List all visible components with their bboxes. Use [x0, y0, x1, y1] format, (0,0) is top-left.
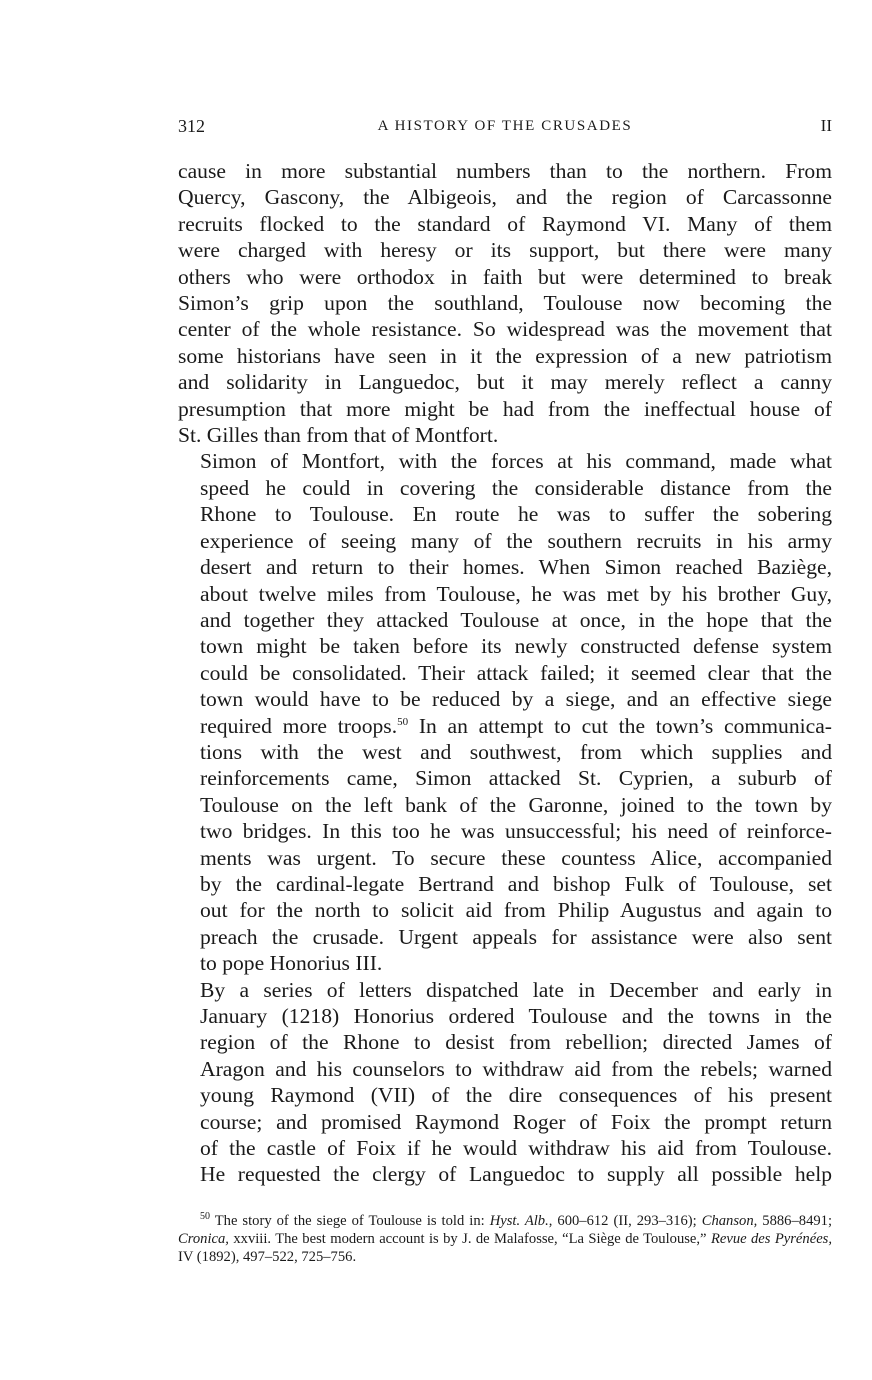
- text-line: preach the crusade. Urgent appeals for assistance were also sent: [200, 924, 832, 949]
- footnote: [178, 1212, 832, 1266]
- text-line: some historians have seen in it the expression of a new patriotism: [178, 343, 832, 368]
- book-page: [178, 112, 832, 1266]
- text-line: cause in more substantial numbers than to the northern. From: [178, 159, 832, 183]
- footnote-text: , 600–612 (II, 293–316);: [548, 1212, 702, 1229]
- footnote-text: IV (1892), 497–522, 725–756.: [178, 1248, 357, 1265]
- paragraph-3: [178, 977, 832, 1188]
- text-line: center of the whole resistance. So widespread was the movement that: [178, 317, 832, 342]
- page-number: 312: [178, 116, 205, 136]
- text-line: presumption that more might be had from the ineffectual house of: [178, 396, 832, 421]
- text-line: St. Gilles than from that of Montfort.: [178, 423, 499, 448]
- text-line: speed he could in covering the considerable distance from the: [200, 475, 832, 500]
- text-line: to pope Honorius III.: [200, 951, 383, 976]
- text-line: Toulouse on the left bank of the Garonne, joined to the town by: [200, 792, 832, 817]
- text-line: By a series of letters dispatched late in December and early in: [200, 977, 832, 1002]
- text-line: reinforcements came, Simon attacked St. Cyprien, a suburb of: [200, 766, 832, 791]
- text-line: town might be taken before its newly constructed defense system: [200, 634, 832, 659]
- text-line: January (1218) Honorius ordered Toulouse and the towns in the: [200, 1004, 832, 1028]
- text-line: about twelve miles from Toulouse, he was met by his brother Guy,: [200, 581, 832, 606]
- text-line: He requested the clergy of Languedoc to supply all possible help: [200, 1162, 832, 1187]
- paragraph-2: [178, 448, 832, 976]
- chapter-number: II: [820, 116, 832, 135]
- footnote-citation: Revue des Pyrénées,: [710, 1230, 832, 1247]
- text-segment: required more troops.: [200, 713, 398, 738]
- text-line: and solidarity in Languedoc, but it may merely reflect a canny: [178, 370, 832, 395]
- text-line: and together they attacked Toulouse at once, in the hope that the: [200, 607, 832, 632]
- footnote-text: The story of the siege of Toulouse is told in:: [210, 1212, 490, 1229]
- text-line: young Raymond (VII) of the dire consequences of his present: [200, 1083, 832, 1108]
- footnote-citation: Hyst. Alb.: [489, 1212, 549, 1229]
- text-line: town would have to be reduced by a siege, and an effective siege: [200, 687, 832, 712]
- text-line: region of the Rhone to desist from rebellion; directed James of: [200, 1030, 832, 1055]
- text-line: were charged with heresy or its support, but there were many: [178, 238, 832, 263]
- footnote-mark: 50: [200, 1210, 210, 1222]
- text-line: course; and promised Raymond Roger of Foix the prompt return: [200, 1109, 832, 1134]
- text-line: ments was urgent. To secure these countess Alice, accompanied: [200, 845, 832, 870]
- text-line: out for the north to solicit aid from Philip Augustus and again to: [200, 898, 832, 923]
- text-line: of the castle of Foix if he would withdraw his aid from Toulouse.: [200, 1136, 832, 1161]
- text-line: could be consolidated. Their attack failed; it seemed clear that the: [200, 660, 832, 685]
- text-line: Simon of Montfort, with the forces at his command, made what: [200, 449, 832, 474]
- footnote-citation: Chanson,: [701, 1212, 758, 1229]
- text-line: by the cardinal-legate Bertrand and bishop Fulk of Toulouse, set: [200, 871, 832, 896]
- text-line: desert and return to their homes. When Simon reached Baziège,: [200, 555, 832, 580]
- page-header: [178, 112, 832, 142]
- footnote-citation: Cronica,: [178, 1230, 229, 1247]
- text-line: [178, 713, 832, 739]
- text-line: Rhone to Toulouse. En route he was to suffer the sobering: [200, 502, 832, 527]
- footnote-text: 5886–8491;: [757, 1212, 833, 1229]
- main-text: [178, 158, 832, 1188]
- text-line: Simon’s grip upon the southland, Toulouse now becoming the: [178, 291, 832, 316]
- paragraph-1: [178, 158, 832, 448]
- text-line: two bridges. In this too he was unsuccessful; his need of reinforce-: [200, 819, 832, 844]
- text-line: recruits flocked to the standard of Raymond VI. Many of them: [178, 211, 832, 236]
- text-line: Aragon and his counselors to withdraw aid from the rebels; warned: [200, 1056, 832, 1081]
- text-line: Quercy, Gascony, the Albigeois, and the region of Carcassonne: [178, 185, 832, 210]
- text-line: experience of seeing many of the southern recruits in his army: [200, 528, 832, 553]
- text-line: tions with the west and southwest, from which supplies and: [200, 739, 832, 764]
- footnote-text: xxviii. The best modern account is by J. de Malafosse, “La Siège de Toulouse,”: [228, 1230, 711, 1247]
- text-segment: In an attempt to cut the town’s communica-: [408, 713, 832, 738]
- footnote-reference: 50: [397, 715, 409, 728]
- text-line: others who were orthodox in faith but were determined to break: [178, 264, 832, 289]
- running-title: A HISTORY OF THE CRUSADES: [377, 118, 633, 134]
